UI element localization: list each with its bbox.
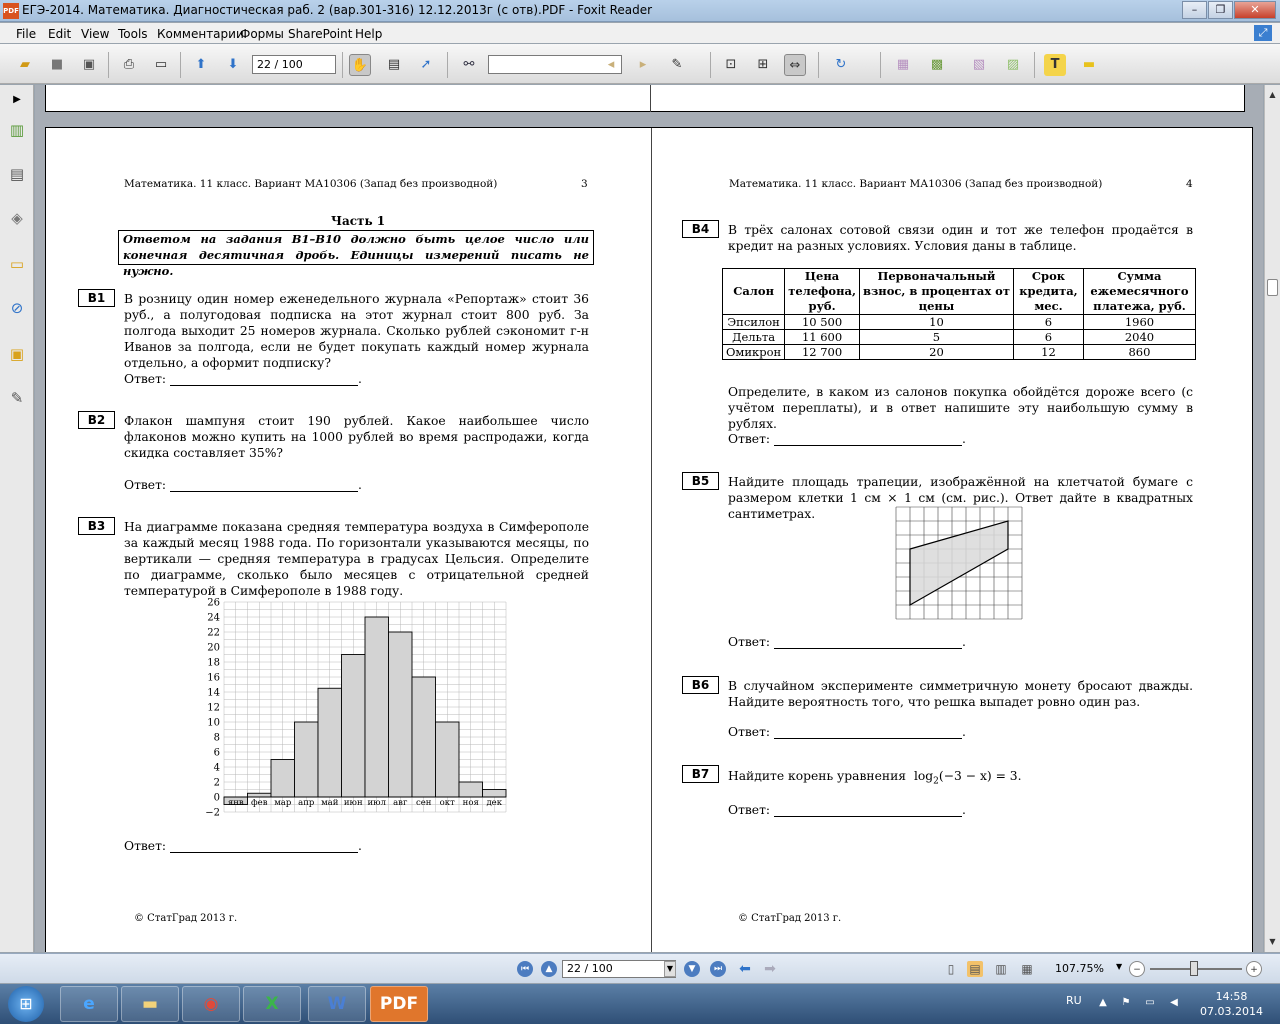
- typewriter-icon[interactable]: T: [1044, 54, 1066, 76]
- export-icon[interactable]: ▨: [1006, 57, 1020, 72]
- insert-page-icon[interactable]: ▧: [972, 57, 986, 72]
- zoom-in-icon[interactable]: +: [1246, 961, 1262, 977]
- foxit-app-icon[interactable]: PDF: [3, 3, 19, 19]
- zoom-slider-thumb[interactable]: [1190, 961, 1198, 976]
- start-button[interactable]: ⊞: [8, 986, 44, 1022]
- task-b5-answer: Ответ: .: [728, 635, 966, 649]
- close-button[interactable]: ✕: [1234, 1, 1276, 19]
- task-b6-text: В случайном эксперименте симметричную монету бросают дважды. Найдите вероятность того, что решка выпадет ровно один раз.: [728, 679, 1193, 709]
- task-b1-answer: Ответ: .: [124, 372, 362, 386]
- y-tick-label: −2: [205, 807, 220, 819]
- chrome-icon[interactable]: ◉: [182, 986, 240, 1022]
- select-text-icon[interactable]: ▤: [387, 57, 401, 72]
- x-tick-label: окт: [439, 798, 455, 808]
- create-pdf-icon[interactable]: ▦: [896, 57, 910, 72]
- page-number-input[interactable]: 22 / 100: [252, 55, 336, 74]
- hand-tool-icon[interactable]: ✋: [349, 54, 371, 76]
- table-header: Сумма ежемесячного платежа, руб.: [1083, 269, 1195, 315]
- language-indicator[interactable]: RU: [1066, 994, 1082, 1007]
- x-tick-label: авг: [393, 798, 408, 808]
- zoom-dropdown-icon[interactable]: ▼: [1116, 962, 1123, 971]
- y-tick-label: 2: [213, 777, 220, 789]
- part-title: Часть 1: [331, 214, 386, 228]
- answer-line[interactable]: [170, 841, 358, 853]
- menu-sharepoint[interactable]: SharePoint: [288, 27, 353, 41]
- expand-panel-icon[interactable]: ▶: [13, 94, 21, 105]
- bar-сен: [412, 677, 436, 797]
- answer-label: Ответ:: [124, 372, 167, 386]
- task-b7-badge: B7: [682, 765, 719, 783]
- task-b4-answer: Ответ: .: [728, 432, 966, 446]
- bar-июл: [365, 617, 389, 797]
- table-cell: 5: [859, 330, 1013, 345]
- bar-авг: [389, 632, 413, 797]
- go-forward-icon[interactable]: ➡: [764, 961, 776, 977]
- signatures-icon[interactable]: ✎: [10, 389, 24, 407]
- answer-label: Ответ:: [124, 839, 167, 853]
- title-bar: [0, 0, 1280, 22]
- y-tick-label: 6: [213, 747, 220, 759]
- find-next-icon[interactable]: ▸: [639, 57, 647, 72]
- action-center-flag-icon[interactable]: ⚑: [1121, 997, 1131, 1008]
- menu-help[interactable]: Help: [355, 27, 383, 41]
- previous-page-icon[interactable]: ⬆: [195, 57, 207, 72]
- window-title: ЕГЭ-2014. Математика. Диагностическая раб. 2 (вар.301-316) 12.12.2013г (с отв).PDF - Foxit Reader: [22, 3, 653, 17]
- page-dropdown-icon[interactable]: ▼: [664, 961, 676, 977]
- maximize-button[interactable]: ❐: [1208, 1, 1233, 19]
- task-b7-text: [728, 768, 1193, 789]
- navigation-panel: [0, 85, 34, 952]
- single-page-icon[interactable]: ▯: [947, 962, 955, 976]
- answer-label: Ответ:: [124, 478, 167, 492]
- first-page-icon[interactable]: ⏮: [517, 961, 533, 977]
- table-cell: 20: [859, 345, 1013, 360]
- status-page-input[interactable]: 22 / 100: [562, 960, 676, 978]
- right-page-footer: © СтатГрад 2013 г.: [738, 913, 842, 924]
- zoom-out-icon[interactable]: −: [1129, 961, 1145, 977]
- clock-time: 14:58: [1215, 990, 1248, 1003]
- x-tick-label: дек: [486, 798, 503, 808]
- x-tick-label: мар: [274, 798, 292, 808]
- scrollbar-thumb[interactable]: [1267, 279, 1278, 296]
- bar-дек: [483, 790, 507, 798]
- menu-view[interactable]: View: [81, 27, 110, 41]
- table-cell: 860: [1083, 345, 1195, 360]
- y-tick-label: 0: [213, 792, 220, 804]
- layers-icon[interactable]: ◈: [11, 209, 23, 227]
- task-b2-text: Флакон шампуня стоит 190 рублей. Какое наибольшее число флаконов можно купить на 1000 рублей во время распродажи, когда скидка составляет 35%?: [124, 414, 589, 460]
- task-b2-answer: Ответ: .: [124, 478, 362, 492]
- bar-апр: [295, 722, 319, 797]
- actual-size-icon[interactable]: ⊡: [725, 57, 737, 72]
- task-b3-answer: Ответ: .: [124, 839, 362, 853]
- internet-explorer-icon[interactable]: e: [60, 986, 118, 1022]
- task-b5-text: Найдите площадь трапеции, изображённой на клетчатой бумаге с размером клетки 1 см × 1 см (см. рис.). Ответ дайте в квадратных сантиметрах.: [728, 475, 1193, 521]
- menu-edit[interactable]: Edit: [48, 27, 72, 41]
- find-binoculars-icon[interactable]: ⚯: [463, 57, 475, 72]
- left-page-header: Математика. 11 класс. Вариант МА10306 (Запад без производной): [124, 178, 498, 190]
- bar-май: [318, 688, 342, 797]
- x-tick-label: июн: [343, 798, 363, 808]
- previous-page-edge: [45, 85, 1245, 112]
- bar-мар: [271, 760, 295, 798]
- y-tick-label: 14: [207, 687, 220, 699]
- next-page-icon[interactable]: ▼: [684, 961, 700, 977]
- answer-label: Ответ:: [728, 725, 771, 739]
- task-b3-text: На диаграмме показана средняя температура воздуха в Симферополе за каждый месяц 1988 года. По горизонтали указываются месяцы, по вертикали — средняя температура в градусах Цельсия. Определите по диаграмме, сколько было месяцев с отрицательной средней температурой в Симферополе в 1988 году.: [124, 520, 589, 598]
- bar-ноя: [459, 782, 483, 797]
- excel-icon[interactable]: X: [243, 986, 301, 1022]
- credit-conditions-table: [722, 268, 1196, 360]
- status-bar: [0, 953, 1280, 983]
- pdf-page: [45, 127, 1253, 952]
- prev-page-icon[interactable]: ▲: [541, 961, 557, 977]
- table-cell: Дельта: [723, 330, 785, 345]
- facing-pages-icon[interactable]: ▥: [995, 962, 1007, 976]
- bar-июн: [342, 655, 366, 798]
- y-tick-label: 24: [207, 612, 220, 624]
- rotate-icon[interactable]: ↻: [835, 57, 847, 72]
- right-page-number: 4: [1186, 178, 1193, 190]
- document-view[interactable]: [35, 85, 1263, 952]
- y-tick-label: 16: [207, 672, 220, 684]
- table-header: Срок кредита, мес.: [1013, 269, 1083, 315]
- convert-icon[interactable]: ▩: [930, 57, 944, 72]
- y-tick-label: 18: [207, 657, 220, 669]
- table-row: [723, 330, 1196, 345]
- menu-comments[interactable]: Комментарии: [157, 27, 244, 41]
- menu-bar: [0, 23, 1280, 43]
- answer-line[interactable]: [170, 480, 358, 492]
- task-b4-text: В трёх салонах сотовой связи один и тот же телефон продаётся в кредит на разных условиях. Условия даны в таблице.: [728, 223, 1193, 253]
- task-b1-badge: B1: [78, 289, 115, 307]
- y-tick-label: 10: [207, 717, 220, 729]
- select-cursor-icon[interactable]: ➚: [420, 57, 432, 72]
- x-tick-label: май: [321, 798, 339, 808]
- last-page-icon[interactable]: ⏭: [710, 961, 726, 977]
- y-tick-label: 22: [207, 627, 220, 639]
- table-cell: Омикрон: [723, 345, 785, 360]
- table-cell: 6: [1013, 330, 1083, 345]
- answer-label: Ответ:: [728, 803, 771, 817]
- answer-line[interactable]: [170, 374, 358, 386]
- table-cell: 10 500: [785, 315, 860, 330]
- attachments-icon[interactable]: ⊘: [10, 299, 24, 317]
- task-b4-question: Определите, в каком из салонов покупка обойдётся дороже всего (с учётом переплаты), и в ответ напишите эту наибольшую сумму в рублях.: [728, 385, 1193, 431]
- save-as-icon[interactable]: ▣: [82, 57, 96, 72]
- print-icon[interactable]: ⎙: [123, 57, 135, 72]
- comments-icon[interactable]: ▭: [9, 255, 25, 273]
- table-header: Цена телефона, руб.: [785, 269, 860, 315]
- task-b4-badge: B4: [682, 220, 719, 238]
- left-page-footer: © СтатГрад 2013 г.: [134, 913, 238, 924]
- trapezoid-grid-figure: [895, 506, 1025, 620]
- task-b6-badge: B6: [682, 676, 719, 694]
- table-row: [723, 315, 1196, 330]
- right-page-header: Математика. 11 класс. Вариант МА10306 (Запад без производной): [729, 178, 1103, 190]
- show-hidden-icons-icon[interactable]: ▲: [1099, 997, 1107, 1008]
- open-folder-icon[interactable]: ▰: [20, 57, 30, 72]
- next-page-icon[interactable]: ⬇: [227, 57, 239, 72]
- x-tick-label: ноя: [462, 798, 479, 808]
- table-cell: 10: [859, 315, 1013, 330]
- answer-label: Ответ:: [728, 635, 771, 649]
- restore-window-icon[interactable]: ⤢: [1254, 25, 1272, 41]
- x-tick-label: июл: [367, 798, 386, 808]
- instruction-box: Ответом на задания В1–В10 должно быть целое число или конечная десятичная дробь. Единицы измерений писать не нужно.: [118, 230, 594, 265]
- y-tick-label: 26: [207, 598, 220, 609]
- answer-line[interactable]: [774, 637, 962, 649]
- fit-width-icon[interactable]: ⇔: [784, 54, 806, 76]
- x-tick-label: янв: [227, 798, 244, 808]
- y-tick-label: 8: [213, 732, 220, 744]
- menu-tools[interactable]: Tools: [118, 27, 148, 41]
- x-tick-label: сен: [416, 798, 432, 808]
- scroll-down-arrow-icon[interactable]: ▼: [1269, 937, 1276, 946]
- answer-line[interactable]: [774, 805, 962, 817]
- zoom-level[interactable]: 107.75%: [1055, 962, 1104, 975]
- table-cell: 1960: [1083, 315, 1195, 330]
- security-lock-icon[interactable]: ▣: [9, 345, 25, 363]
- toolbar: [0, 44, 1280, 84]
- answer-line[interactable]: [774, 727, 962, 739]
- highlight-icon[interactable]: ✎: [671, 57, 683, 72]
- x-tick-label: апр: [298, 798, 315, 808]
- pages-icon[interactable]: ▤: [9, 165, 25, 183]
- bar-фев: [248, 793, 272, 797]
- y-tick-label: 20: [207, 642, 220, 654]
- table-header: Салон: [723, 269, 785, 315]
- menu-forms[interactable]: Формы: [240, 27, 284, 41]
- y-tick-label: 4: [213, 762, 220, 774]
- scroll-up-arrow-icon[interactable]: ▲: [1269, 90, 1276, 99]
- table-cell: 11 600: [785, 330, 860, 345]
- file-explorer-icon[interactable]: ▬: [121, 986, 179, 1022]
- continuous-facing-icon[interactable]: ▦: [1021, 962, 1033, 976]
- fit-page-icon[interactable]: ⊞: [757, 57, 769, 72]
- task-b3-badge: B3: [78, 517, 115, 535]
- note-icon[interactable]: ▬: [1082, 57, 1096, 72]
- windows-taskbar: [0, 984, 1280, 1024]
- find-previous-icon[interactable]: ◂: [607, 57, 615, 72]
- network-icon[interactable]: ▭: [1145, 997, 1155, 1008]
- task-b7-prefix: Найдите корень уравнения: [728, 769, 907, 783]
- table-cell: 12 700: [785, 345, 860, 360]
- bar-окт: [436, 722, 460, 797]
- task-b6-answer: Ответ: .: [728, 725, 966, 739]
- task-b2-badge: B2: [78, 411, 115, 429]
- clock[interactable]: [1200, 989, 1263, 1019]
- table-cell: 6: [1013, 315, 1083, 330]
- task-b5-badge: B5: [682, 472, 719, 490]
- word-icon[interactable]: W: [308, 986, 366, 1022]
- go-back-icon[interactable]: ⬅: [739, 961, 751, 977]
- volume-icon[interactable]: ◀: [1170, 997, 1178, 1008]
- task-b1-text: В розницу один номер еженедельного журнала «Репортаж» стоит 36 руб., а полугодовая подписка на этот журнал стоит 800 руб. За полгода выходит 25 номеров журнала. Сколько рублей сэкономит г-н Иванов за полгода, если не будет покупать каждый номер журнала отдельно, а оформит подписку?: [124, 292, 589, 370]
- clock-date: 07.03.2014: [1200, 1005, 1263, 1018]
- minimize-button[interactable]: –: [1182, 1, 1207, 19]
- foxit-taskbar-icon[interactable]: PDF: [370, 986, 428, 1022]
- left-page-number: 3: [581, 178, 588, 190]
- y-tick-label: 12: [207, 702, 220, 714]
- menu-file[interactable]: File: [16, 27, 37, 41]
- continuous-page-icon[interactable]: ▤: [967, 961, 983, 977]
- table-cell: Эпсилон: [723, 315, 785, 330]
- answer-line[interactable]: [774, 434, 962, 446]
- temperature-bar-chart: [196, 598, 516, 824]
- x-tick-label: фев: [251, 798, 268, 808]
- bookmarks-icon[interactable]: ▥: [9, 121, 25, 139]
- table-header: Первоначальный взнос, в процентах от цены: [859, 269, 1013, 315]
- email-icon[interactable]: ▭: [154, 57, 168, 72]
- page-divider: [651, 128, 652, 952]
- answer-label: Ответ:: [728, 432, 771, 446]
- table-cell: 12: [1013, 345, 1083, 360]
- table-cell: 2040: [1083, 330, 1195, 345]
- table-row: [723, 345, 1196, 360]
- vertical-scrollbar[interactable]: [1264, 85, 1280, 952]
- task-b7-answer: Ответ: .: [728, 803, 966, 817]
- task-b7-formula: $\log_2(-3 - x) = 3$.: [913, 769, 1022, 787]
- save-icon[interactable]: ■: [50, 57, 64, 72]
